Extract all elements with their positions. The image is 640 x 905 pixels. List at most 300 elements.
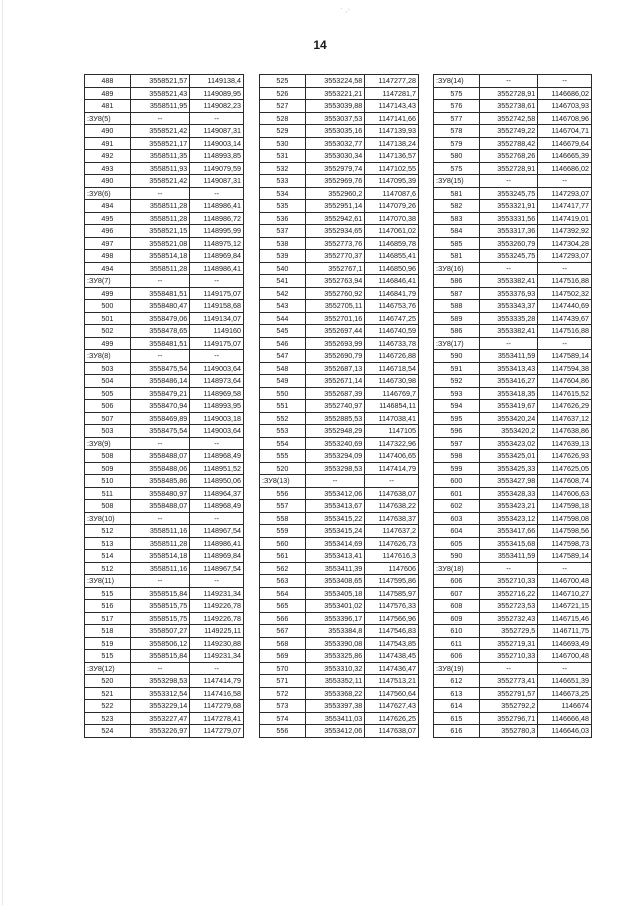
point-number-cell: 524 <box>85 725 131 738</box>
point-number-cell: 572 <box>260 687 306 700</box>
table-row <box>434 462 592 475</box>
x-coordinate-cell: 3553425,01 <box>479 450 538 463</box>
y-coordinate-cell: 1148986,72 <box>190 212 244 225</box>
y-coordinate-cell: 1147414,79 <box>190 675 244 688</box>
table-row <box>85 325 244 338</box>
point-number-cell: 492 <box>85 150 131 163</box>
y-coordinate-cell: -- <box>538 262 592 275</box>
x-coordinate-cell: 3553245,75 <box>479 187 538 200</box>
x-coordinate-cell: 3553260,79 <box>479 237 538 250</box>
point-number-cell: 583 <box>434 212 480 225</box>
x-coordinate-cell: 3552951,14 <box>305 200 365 213</box>
point-number-cell: 500 <box>85 300 131 313</box>
x-coordinate-cell: 3552710,33 <box>479 650 538 663</box>
y-coordinate-cell: 1147639,13 <box>538 437 592 450</box>
x-coordinate-cell: 3558481,51 <box>130 337 190 350</box>
point-number-cell: 496 <box>85 225 131 238</box>
y-coordinate-cell: -- <box>190 662 244 675</box>
x-coordinate-cell: 3553221,21 <box>305 87 365 100</box>
x-coordinate-cell: 3552885,53 <box>305 412 365 425</box>
y-coordinate-cell: 1149231,34 <box>190 650 244 663</box>
x-coordinate-cell: 3552979,74 <box>305 162 365 175</box>
point-number-cell: 490 <box>85 125 131 138</box>
coordinates-table-2 <box>259 74 419 738</box>
y-coordinate-cell: 1146700,48 <box>538 650 592 663</box>
y-coordinate-cell: 1146740,59 <box>365 325 419 338</box>
table-row <box>434 675 592 688</box>
x-coordinate-cell: 3553226,97 <box>130 725 190 738</box>
x-coordinate-cell: 3552767,1 <box>305 262 365 275</box>
y-coordinate-cell: 1146747,25 <box>365 312 419 325</box>
table-row <box>85 475 244 488</box>
section-label-cell: :ЗУ8(18) <box>434 562 480 575</box>
table-body <box>85 75 244 738</box>
y-coordinate-cell: 1149079,59 <box>190 162 244 175</box>
table-row <box>434 187 592 200</box>
point-number-cell: 575 <box>434 162 480 175</box>
y-coordinate-cell: 1147141,66 <box>365 112 419 125</box>
x-coordinate-cell: 3553397,38 <box>305 700 365 713</box>
x-coordinate-cell: 3552773,41 <box>479 675 538 688</box>
y-coordinate-cell: 1146686,02 <box>538 162 592 175</box>
table-row <box>434 237 592 250</box>
point-number-cell: 604 <box>434 525 480 538</box>
point-number-cell: 508 <box>85 450 131 463</box>
y-coordinate-cell: 1147626,93 <box>538 450 592 463</box>
y-coordinate-cell: 1149231,34 <box>190 587 244 600</box>
table-row <box>85 612 244 625</box>
table-body <box>434 75 592 738</box>
x-coordinate-cell: 3558511,35 <box>130 150 190 163</box>
table-row <box>434 387 592 400</box>
x-coordinate-cell: 3558481,51 <box>130 287 190 300</box>
table-row <box>434 275 592 288</box>
x-coordinate-cell: 3553032,77 <box>305 137 365 150</box>
table-row <box>434 150 592 163</box>
y-coordinate-cell: 1147436,47 <box>365 662 419 675</box>
point-number-cell: 555 <box>260 450 306 463</box>
x-coordinate-cell: 3558488,06 <box>130 462 190 475</box>
x-coordinate-cell: 3553411,03 <box>305 712 365 725</box>
point-number-cell: 578 <box>434 125 480 138</box>
point-number-cell: 574 <box>260 712 306 725</box>
y-coordinate-cell: 1149087,31 <box>190 175 244 188</box>
point-number-cell: 510 <box>85 475 131 488</box>
y-coordinate-cell: 1149082,23 <box>190 100 244 113</box>
section-header-row <box>434 337 592 350</box>
x-coordinate-cell: 3552719,31 <box>479 637 538 650</box>
y-coordinate-cell: 1147406,65 <box>365 450 419 463</box>
point-number-cell: 511 <box>85 487 131 500</box>
table-row <box>85 725 244 738</box>
y-coordinate-cell: 1147079,26 <box>365 200 419 213</box>
table-row <box>434 87 592 100</box>
point-number-cell: 504 <box>85 375 131 388</box>
table-row <box>260 487 419 500</box>
x-coordinate-cell: 3553414,69 <box>305 537 365 550</box>
table-row <box>434 200 592 213</box>
point-number-cell: 512 <box>85 562 131 575</box>
x-coordinate-cell: 3552723,53 <box>479 600 538 613</box>
x-coordinate-cell: 3552671,14 <box>305 375 365 388</box>
point-number-cell: 523 <box>85 712 131 725</box>
scan-mark: · ˏ˴ <box>340 4 351 13</box>
y-coordinate-cell: 1149003,14 <box>190 137 244 150</box>
y-coordinate-cell: 1148967,54 <box>190 525 244 538</box>
point-number-cell: 519 <box>85 637 131 650</box>
table-row <box>85 100 244 113</box>
x-coordinate-cell: 3553420,24 <box>479 412 538 425</box>
table-row <box>85 562 244 575</box>
table-row <box>434 650 592 663</box>
section-header-row <box>85 437 244 450</box>
y-coordinate-cell: 1146718,54 <box>365 362 419 375</box>
point-number-cell: 502 <box>85 325 131 338</box>
point-number-cell: 554 <box>260 437 306 450</box>
table-row <box>85 700 244 713</box>
x-coordinate-cell: 3552792,2 <box>479 700 538 713</box>
y-coordinate-cell: 1146651,39 <box>538 675 592 688</box>
y-coordinate-cell: 1146855,41 <box>365 250 419 263</box>
table-row <box>434 312 592 325</box>
table-row <box>85 162 244 175</box>
y-coordinate-cell: 1149230,88 <box>190 637 244 650</box>
point-number-cell: 501 <box>85 312 131 325</box>
point-number-cell: 556 <box>260 725 306 738</box>
x-coordinate-cell: 3558506,12 <box>130 637 190 650</box>
x-coordinate-cell: 3558480,97 <box>130 487 190 500</box>
point-number-cell: 498 <box>85 250 131 263</box>
y-coordinate-cell: 1146700,48 <box>538 575 592 588</box>
table-row <box>260 525 419 538</box>
section-label-cell: :ЗУ8(10) <box>85 512 131 525</box>
x-coordinate-cell: -- <box>130 187 190 200</box>
x-coordinate-cell: 3552738,61 <box>479 100 538 113</box>
y-coordinate-cell: -- <box>365 475 419 488</box>
table-row <box>260 450 419 463</box>
x-coordinate-cell: 3553335,28 <box>479 312 538 325</box>
table-row <box>260 312 419 325</box>
table-row <box>85 525 244 538</box>
table-row <box>260 125 419 138</box>
table-row <box>260 700 419 713</box>
table-row <box>85 225 244 238</box>
point-number-cell: 547 <box>260 350 306 363</box>
section-header-row <box>260 475 419 488</box>
x-coordinate-cell: 3552705,11 <box>305 300 365 313</box>
x-coordinate-cell: 3553312,54 <box>130 687 190 700</box>
table-row <box>260 537 419 550</box>
point-number-cell: 530 <box>260 137 306 150</box>
table-row <box>85 75 244 88</box>
x-coordinate-cell: 3558515,84 <box>130 587 190 600</box>
x-coordinate-cell: 3553298,53 <box>130 675 190 688</box>
table-row <box>260 212 419 225</box>
point-number-cell: 541 <box>260 275 306 288</box>
y-coordinate-cell: 1147589,14 <box>538 350 592 363</box>
point-number-cell: 586 <box>434 275 480 288</box>
point-number-cell: 556 <box>260 487 306 500</box>
table-row <box>260 425 419 438</box>
x-coordinate-cell: 3558511,16 <box>130 525 190 538</box>
x-coordinate-cell: 3558511,28 <box>130 212 190 225</box>
point-number-cell: 521 <box>85 687 131 700</box>
section-label-cell: :ЗУ8(13) <box>260 475 306 488</box>
x-coordinate-cell: 3553240,69 <box>305 437 365 450</box>
point-number-cell: 564 <box>260 587 306 600</box>
y-coordinate-cell: 1148950,06 <box>190 475 244 488</box>
x-coordinate-cell: 3558480,47 <box>130 300 190 313</box>
point-number-cell: 526 <box>260 87 306 100</box>
y-coordinate-cell: 1147281,7 <box>365 87 419 100</box>
table-row <box>260 550 419 563</box>
coordinates-table-1 <box>84 74 244 738</box>
y-coordinate-cell: 1147546,83 <box>365 625 419 638</box>
point-number-cell: 552 <box>260 412 306 425</box>
y-coordinate-cell: 1146859,78 <box>365 237 419 250</box>
point-number-cell: 538 <box>260 237 306 250</box>
table-row <box>260 187 419 200</box>
point-number-cell: 507 <box>85 412 131 425</box>
y-coordinate-cell: 1149087,31 <box>190 125 244 138</box>
table-row <box>260 612 419 625</box>
table-row <box>434 412 592 425</box>
y-coordinate-cell: 1147102,55 <box>365 162 419 175</box>
point-number-cell: 499 <box>85 337 131 350</box>
x-coordinate-cell: 3558488,07 <box>130 450 190 463</box>
point-number-cell: 612 <box>434 675 480 688</box>
x-coordinate-cell: -- <box>479 337 538 350</box>
point-number-cell: 514 <box>85 550 131 563</box>
x-coordinate-cell: 3553416,27 <box>479 375 538 388</box>
x-coordinate-cell: 3553423,12 <box>479 512 538 525</box>
y-coordinate-cell: 1149226,78 <box>190 600 244 613</box>
x-coordinate-cell: 3558521,08 <box>130 237 190 250</box>
y-coordinate-cell: 1146769,7 <box>365 387 419 400</box>
section-header-row <box>434 262 592 275</box>
table-row <box>260 262 419 275</box>
table-row <box>434 112 592 125</box>
x-coordinate-cell: 3552773,76 <box>305 237 365 250</box>
point-number-cell: 549 <box>260 375 306 388</box>
point-number-cell: 606 <box>434 650 480 663</box>
point-number-cell: 503 <box>85 425 131 438</box>
x-coordinate-cell: 3552948,29 <box>305 425 365 438</box>
x-coordinate-cell: 3552701,16 <box>305 312 365 325</box>
x-coordinate-cell: 3558511,93 <box>130 162 190 175</box>
y-coordinate-cell: 1147626,73 <box>365 537 419 550</box>
table-row <box>260 437 419 450</box>
point-number-cell: 584 <box>434 225 480 238</box>
point-number-cell: 520 <box>85 675 131 688</box>
table-row <box>434 100 592 113</box>
point-number-cell: 520 <box>260 462 306 475</box>
x-coordinate-cell: 3558486,14 <box>130 375 190 388</box>
table-row <box>434 537 592 550</box>
table-row <box>260 337 419 350</box>
x-coordinate-cell: 3553413,41 <box>305 550 365 563</box>
y-coordinate-cell: 1148986,41 <box>190 200 244 213</box>
section-label-cell: :ЗУ8(15) <box>434 175 480 188</box>
point-number-cell: 522 <box>85 700 131 713</box>
x-coordinate-cell: 3558475,54 <box>130 362 190 375</box>
point-number-cell: 544 <box>260 312 306 325</box>
table-row <box>434 637 592 650</box>
point-number-cell: 566 <box>260 612 306 625</box>
point-number-cell: 481 <box>85 100 131 113</box>
x-coordinate-cell: 3553428,33 <box>479 487 538 500</box>
table-row <box>260 350 419 363</box>
table-row <box>260 162 419 175</box>
point-number-cell: 568 <box>260 637 306 650</box>
table-row <box>260 300 419 313</box>
table-row <box>260 712 419 725</box>
table-row <box>85 537 244 550</box>
point-number-cell: 589 <box>434 312 480 325</box>
y-coordinate-cell: 1147638,22 <box>365 500 419 513</box>
point-number-cell: 535 <box>260 200 306 213</box>
y-coordinate-cell: 1147414,79 <box>365 462 419 475</box>
point-number-cell: 489 <box>85 87 131 100</box>
x-coordinate-cell: 3558521,42 <box>130 175 190 188</box>
section-header-row <box>85 575 244 588</box>
section-label-cell: :ЗУ8(7) <box>85 275 131 288</box>
point-number-cell: 590 <box>434 350 480 363</box>
y-coordinate-cell: 1147143,43 <box>365 100 419 113</box>
x-coordinate-cell: 3553427,98 <box>479 475 538 488</box>
table-row <box>85 500 244 513</box>
x-coordinate-cell: 3552693,99 <box>305 337 365 350</box>
point-number-cell: 585 <box>434 237 480 250</box>
x-coordinate-cell: -- <box>305 475 365 488</box>
x-coordinate-cell: -- <box>479 75 538 88</box>
section-header-row <box>434 562 592 575</box>
y-coordinate-cell: 1147594,38 <box>538 362 592 375</box>
point-number-cell: 559 <box>260 525 306 538</box>
y-coordinate-cell: 1146841,79 <box>365 287 419 300</box>
table-row <box>85 550 244 563</box>
x-coordinate-cell: 3552729,5 <box>479 625 538 638</box>
y-coordinate-cell: 1146721,15 <box>538 600 592 613</box>
point-number-cell: 548 <box>260 362 306 375</box>
point-number-cell: 570 <box>260 662 306 675</box>
table-row <box>260 675 419 688</box>
point-number-cell: 536 <box>260 212 306 225</box>
y-coordinate-cell: 1147598,56 <box>538 525 592 538</box>
point-number-cell: 611 <box>434 637 480 650</box>
y-coordinate-cell: 1149175,07 <box>190 287 244 300</box>
point-number-cell: 495 <box>85 212 131 225</box>
y-coordinate-cell: 1147322,96 <box>365 437 419 450</box>
point-number-cell: 493 <box>85 162 131 175</box>
point-number-cell: 603 <box>434 512 480 525</box>
y-coordinate-cell: 1146704,71 <box>538 125 592 138</box>
y-coordinate-cell: 1147419,01 <box>538 212 592 225</box>
table-row <box>260 412 419 425</box>
x-coordinate-cell: 3553245,75 <box>479 250 538 263</box>
table-row <box>85 300 244 313</box>
table-row <box>85 487 244 500</box>
y-coordinate-cell: 1147585,97 <box>365 587 419 600</box>
section-label-cell: :ЗУ8(19) <box>434 662 480 675</box>
y-coordinate-cell: 1149134,07 <box>190 312 244 325</box>
y-coordinate-cell: -- <box>190 112 244 125</box>
x-coordinate-cell: 3552770,37 <box>305 250 365 263</box>
y-coordinate-cell: 1148968,49 <box>190 450 244 463</box>
point-number-cell: 508 <box>85 500 131 513</box>
table-row <box>260 462 419 475</box>
x-coordinate-cell: 3552942,61 <box>305 212 365 225</box>
table-row <box>85 675 244 688</box>
y-coordinate-cell: 1147598,08 <box>538 512 592 525</box>
y-coordinate-cell: 1147626,29 <box>538 400 592 413</box>
x-coordinate-cell: 3553396,17 <box>305 612 365 625</box>
y-coordinate-cell: 1147136,57 <box>365 150 419 163</box>
point-number-cell: 529 <box>260 125 306 138</box>
point-number-cell: 601 <box>434 487 480 500</box>
table-row <box>260 375 419 388</box>
table-row <box>85 450 244 463</box>
x-coordinate-cell: 3552697,44 <box>305 325 365 338</box>
point-number-cell: 608 <box>434 600 480 613</box>
section-header-row <box>85 350 244 363</box>
x-coordinate-cell: 3552710,33 <box>479 575 538 588</box>
point-number-cell: 490 <box>85 175 131 188</box>
table-row <box>85 387 244 400</box>
table-row <box>260 512 419 525</box>
x-coordinate-cell: 3558514,18 <box>130 250 190 263</box>
table-row <box>260 362 419 375</box>
section-header-row <box>85 112 244 125</box>
table-row <box>260 687 419 700</box>
x-coordinate-cell: 3553331,56 <box>479 212 538 225</box>
table-row <box>85 87 244 100</box>
table-row <box>434 712 592 725</box>
x-coordinate-cell: 3552749,22 <box>479 125 538 138</box>
table-row <box>260 200 419 213</box>
table-row <box>260 275 419 288</box>
point-number-cell: 571 <box>260 675 306 688</box>
point-number-cell: 576 <box>434 100 480 113</box>
y-coordinate-cell: 1146708,96 <box>538 112 592 125</box>
y-coordinate-cell: 1147440,69 <box>538 300 592 313</box>
table-row <box>260 637 419 650</box>
y-coordinate-cell: 1148986,41 <box>190 537 244 550</box>
x-coordinate-cell: 3552690,79 <box>305 350 365 363</box>
table-row <box>85 200 244 213</box>
table-row <box>434 300 592 313</box>
table-row <box>260 650 419 663</box>
x-coordinate-cell: 3558479,21 <box>130 387 190 400</box>
x-coordinate-cell: 3558521,17 <box>130 137 190 150</box>
x-coordinate-cell: 3558511,95 <box>130 100 190 113</box>
x-coordinate-cell: -- <box>130 275 190 288</box>
section-label-cell: :ЗУ8(17) <box>434 337 480 350</box>
section-header-row <box>85 275 244 288</box>
x-coordinate-cell: 3552960,2 <box>305 187 365 200</box>
y-coordinate-cell: 1146703,93 <box>538 100 592 113</box>
x-coordinate-cell: 3558515,75 <box>130 600 190 613</box>
x-coordinate-cell: 3553325,86 <box>305 650 365 663</box>
table-row <box>85 462 244 475</box>
y-coordinate-cell: 1148993,95 <box>190 400 244 413</box>
point-number-cell: 532 <box>260 162 306 175</box>
y-coordinate-cell: 1146686,02 <box>538 87 592 100</box>
table-row <box>434 700 592 713</box>
y-coordinate-cell: 1149160 <box>190 325 244 338</box>
x-coordinate-cell: 3553423,21 <box>479 500 538 513</box>
point-number-cell: 517 <box>85 612 131 625</box>
